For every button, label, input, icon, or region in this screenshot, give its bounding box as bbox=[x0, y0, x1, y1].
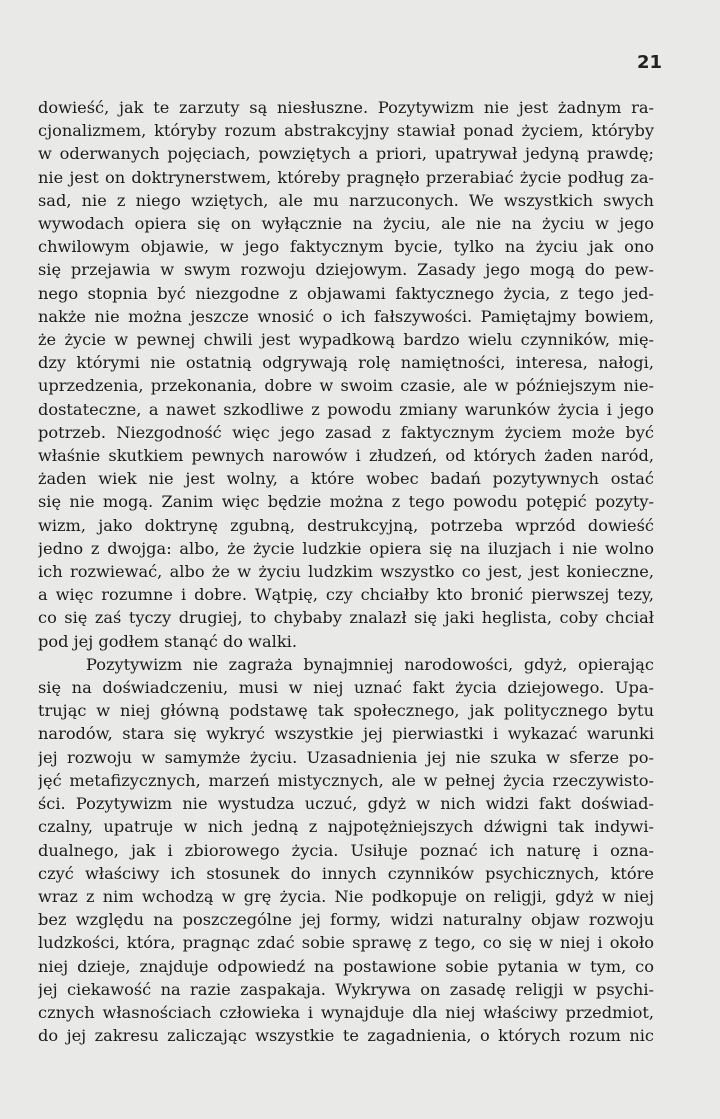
text-line: że życie w pewnej chwili jest wypadkową bardzo wielu czynników, mię- bbox=[38, 330, 654, 350]
text-line: dostateczne, a nawet szkodliwe z powodu zmiany warunków życia i jego bbox=[38, 399, 654, 419]
text-line: chwilowym objawie, w jego faktycznym bycie, tylko na życiu jak ono bbox=[38, 237, 654, 257]
text-line: czalny, upatruje w nich jedną z najpotężniejszych dźwigni tak indywi- bbox=[38, 817, 654, 837]
text-line: uprzedzenia, przekonania, dobre w swoim czasie, ale w późniejszym nie- bbox=[38, 376, 654, 396]
text-line: nie jest on doktrynerstwem, któreby pragnęło przerabiać życie podług za- bbox=[38, 167, 654, 187]
text-line: do jej zakresu zaliczając wszystkie te zagadnienia, o których rozum nic bbox=[38, 1026, 654, 1046]
text-line: się przejawia w swym rozwoju dziejowym. Zasady jego mogą do pew- bbox=[38, 260, 654, 280]
text-line: potrzeb. Niezgodność więc jego zasad z faktycznym życiem może być bbox=[38, 422, 654, 442]
text-line: ści. Pozytywizm nie wystudza uczuć, gdyż w nich widzi fakt doświad- bbox=[38, 794, 654, 814]
text-line: jej ciekawość na razie zaspakaja. Wykrywa on zasadę religji w psychi- bbox=[38, 979, 654, 999]
text-line: co się zaś tyczy drugiej, to chybaby znalazł się jaki heglista, coby chciał bbox=[38, 608, 654, 628]
text-line: pod jej godłem stanąć do walki. bbox=[38, 631, 297, 651]
text-line: właśnie skutkiem pewnych narowów i złudzeń, od których żaden naród, bbox=[38, 446, 654, 466]
text-line: nego stopnia być niezgodne z objawami faktycznego życia, z tego jed- bbox=[38, 283, 654, 303]
text-line: dowieść, jak te zarzuty są niesłuszne. Pozytywizm nie jest żadnym ra- bbox=[38, 98, 654, 117]
text-line: jedno z dwojga: albo, że życie ludzkie opiera się na iluzjach i nie wolno bbox=[38, 538, 654, 558]
text-line: trując w niej główną podstawę tak społecznego, jak politycznego bytu bbox=[38, 701, 654, 721]
text-line: jęć metafizycznych, marzeń mistycznych, ale w pełnej życia rzeczywisto- bbox=[38, 770, 654, 790]
text-line: jej rozwoju w samymże życiu. Uzasadnienia jej nie szuka w sferze po- bbox=[38, 747, 654, 767]
body-text bbox=[38, 96, 654, 1047]
text-line: a więc rozumne i dobre. Wątpię, czy chciałby kto bronić pierwszej tezy, bbox=[38, 585, 654, 605]
text-line: cznych własnościach człowieka i wynajduje dla niej właściwy przedmiot, bbox=[38, 1002, 654, 1022]
text-line: sad, nie z niego wziętych, ale mu narzuconych. We wszystkich swych bbox=[38, 190, 654, 210]
text-line: narodów, stara się wykryć wszystkie jej pierwiastki i wykazać warunki bbox=[38, 724, 654, 744]
text-line: dzy którymi nie ostatnią odgrywają rolę namiętności, interesa, nałogi, bbox=[38, 353, 654, 373]
page-number: 21 bbox=[636, 52, 662, 73]
text-line: dualnego, jak i zbiorowego życia. Usiłuje poznać ich naturę i ozna- bbox=[38, 840, 654, 860]
text-line: żaden wiek nie jest wolny, a które wobec badań pozytywnych ostać bbox=[38, 469, 654, 489]
text-line: wraz z nim wchodzą w grę życia. Nie podkopuje on religji, gdyż w niej bbox=[38, 886, 654, 906]
text-line: czyć właściwy ich stosunek do innych czynników psychicznych, które bbox=[38, 863, 654, 883]
text-line: wywodach opiera się on wyłącznie na życiu, ale nie na życiu w jego bbox=[38, 214, 654, 234]
text-line: ich rozwiewać, albo że w życiu ludzkim wszystko co jest, jest konieczne, bbox=[38, 562, 654, 582]
text-line: w oderwanych pojęciach, powziętych a priori, upatrywał jedyną prawdę; bbox=[38, 144, 654, 164]
text-line: cjonalizmem, któryby rozum abstrakcyjny stawiał ponad życiem, któryby bbox=[38, 121, 654, 141]
paragraph-2 bbox=[38, 653, 654, 1047]
text-line: się nie mogą. Zanim więc będzie można z tego powodu potępić pozyty- bbox=[38, 492, 654, 512]
paragraph-1 bbox=[38, 96, 654, 653]
text-line: bez względu na poszczególne jej formy, widzi naturalny objaw rozwoju bbox=[38, 910, 654, 930]
text-line: ludzkości, która, pragnąc zdać sobie sprawę z tego, co się w niej i około bbox=[38, 933, 654, 953]
text-line: nakże nie można jeszcze wnosić o ich fałszywości. Pamiętajmy bowiem, bbox=[38, 306, 654, 326]
text-line: Pozytywizm nie zagraża bynajmniej narodowości, gdyż, opierając bbox=[86, 654, 654, 674]
text-line: się na doświadczeniu, musi w niej uznać fakt życia dziejowego. Upa- bbox=[38, 678, 654, 698]
text-line: wizm, jako doktrynę zgubną, destrukcyjną, potrzeba wprzód dowieść bbox=[38, 515, 654, 535]
text-line: niej dzieje, znajduje odpowiedź na postawione sobie pytania w tym, co bbox=[38, 956, 654, 976]
